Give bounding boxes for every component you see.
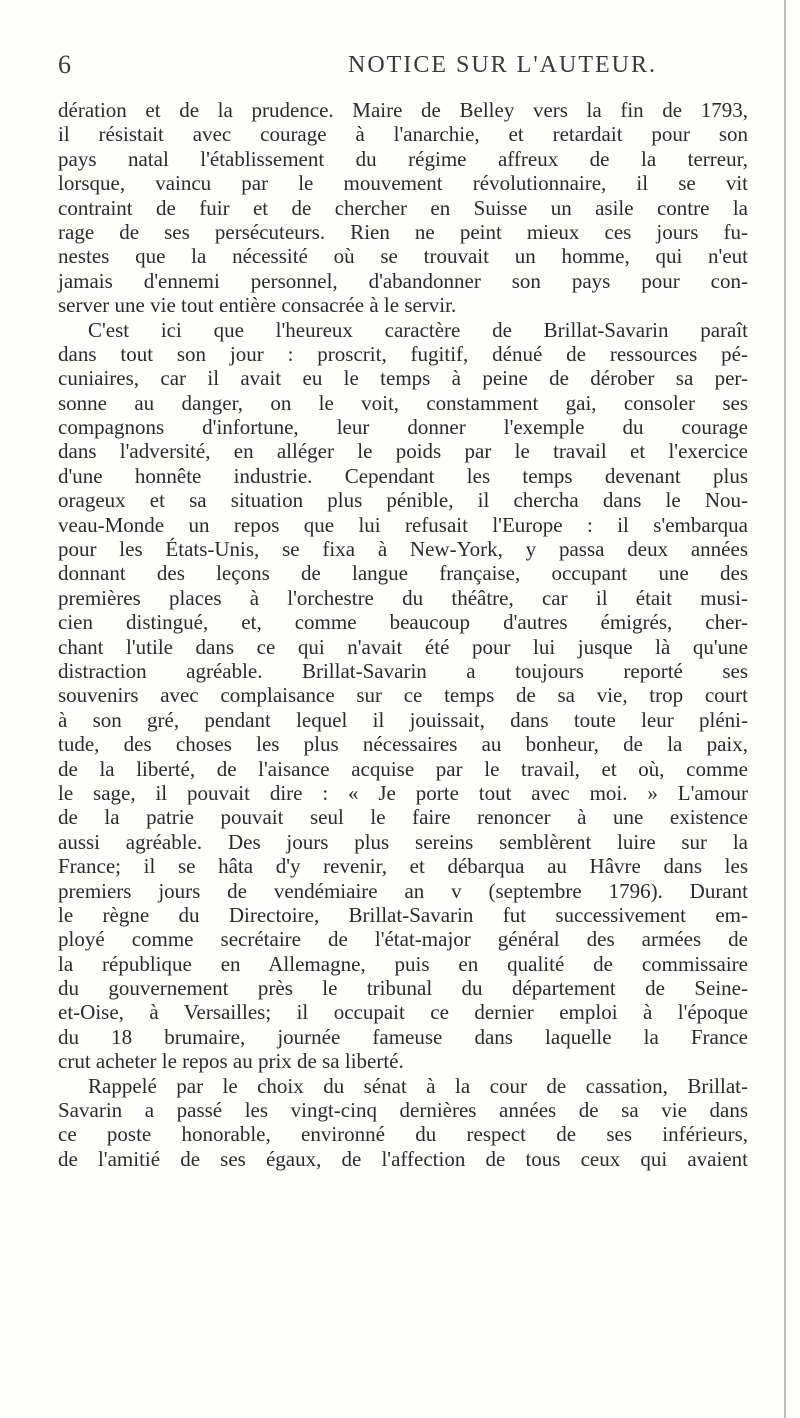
text-line: pays natal l'établissement du régime affreux de la terreur, xyxy=(58,146,748,171)
text-line: tude, des choses les plus nécessaires au bonheur, de la paix, xyxy=(58,732,748,757)
text-line: C'est ici que l'heureux caractère de Brillat-Savarin paraît xyxy=(88,317,748,342)
body-text xyxy=(58,98,748,1171)
text-line: pour les États-Unis, se fixa à New-York, y passa deux années xyxy=(58,537,748,562)
text-line: cien distingué, et, comme beaucoup d'autres émigrés, cher- xyxy=(58,610,748,635)
text-line: crut acheter le repos au prix de sa liberté. xyxy=(58,1049,404,1074)
text-line: à son gré, pendant lequel il jouissait, dans toute leur pléni- xyxy=(58,707,748,732)
text-line: le règne du Directoire, Brillat-Savarin fut successivement em- xyxy=(58,902,748,927)
text-line: et-Oise, à Versailles; il occupait ce dernier emploi à l'époque xyxy=(58,1000,748,1025)
text-line: le sage, il pouvait dire : « Je porte tout avec moi. » L'amour xyxy=(58,780,748,805)
text-line: premières places à l'orchestre du théâtre, car il était musi- xyxy=(58,585,748,610)
text-line: Rappelé par le choix du sénat à la cour de cassation, Brillat- xyxy=(88,1073,748,1098)
text-line: cuniaires, car il avait eu le temps à peine de dérober sa per- xyxy=(58,366,748,391)
page-edge-divider xyxy=(784,0,786,1418)
text-line: France; il se hâta d'y revenir, et débarqua au Hâvre dans les xyxy=(58,854,748,879)
text-line: sonne au danger, on le voit, constamment gai, consoler ses xyxy=(58,390,748,415)
page-number: 6 xyxy=(58,50,72,79)
text-line: chant l'utile dans ce qui n'avait été pour lui jusque là qu'une xyxy=(58,634,748,659)
text-line: lorsque, vaincu par le mouvement révolutionnaire, il se vit xyxy=(58,171,748,196)
running-head: NOTICE SUR L'AUTEUR. xyxy=(348,52,657,78)
text-line: jamais d'ennemi personnel, d'abandonner son pays pour con- xyxy=(58,268,748,293)
text-line: il résistait avec courage à l'anarchie, et retardait pour son xyxy=(58,122,748,147)
text-line: dans l'adversité, en alléger le poids par le travail et l'exercice xyxy=(58,439,748,464)
text-line: de l'amitié de ses égaux, de l'affection de tous ceux qui avaient xyxy=(58,1146,748,1171)
text-line: du gouvernement près le tribunal du département de Seine- xyxy=(58,976,748,1001)
text-line: premiers jours de vendémiaire an v (septembre 1796). Durant xyxy=(58,878,748,903)
text-line: distraction agréable. Brillat-Savarin a toujours reporté ses xyxy=(58,658,748,683)
text-line: dans tout son jour : proscrit, fugitif, dénué de ressources pé- xyxy=(58,341,748,366)
text-line: contraint de fuir et de chercher en Suisse un asile contre la xyxy=(58,195,748,220)
text-line: compagnons d'infortune, leur donner l'exemple du courage xyxy=(58,415,748,440)
text-line: rage de ses persécuteurs. Rien ne peint mieux ces jours fu- xyxy=(58,219,748,244)
text-line: ployé comme secrétaire de l'état-major général des armées de xyxy=(58,927,748,952)
text-line: ce poste honorable, environné du respect de ses inférieurs, xyxy=(58,1122,748,1147)
text-line: orageux et sa situation plus pénible, il chercha dans le Nou- xyxy=(58,488,748,513)
text-line: la république en Allemagne, puis en qualité de commissaire xyxy=(58,951,748,976)
text-line: Savarin a passé les vingt-cinq dernières années de sa vie dans xyxy=(58,1098,748,1123)
text-line: souvenirs avec complaisance sur ce temps de sa vie, trop court xyxy=(58,683,748,708)
text-line: de la patrie pouvait seul le faire renoncer à une existence xyxy=(58,805,748,830)
text-line: d'une honnête industrie. Cependant les temps devenant plus xyxy=(58,463,748,488)
text-line: veau-Monde un repos que lui refusait l'Europe : il s'embarqua xyxy=(58,512,748,537)
text-line: aussi agréable. Des jours plus sereins semblèrent luire sur la xyxy=(58,829,748,854)
page-header xyxy=(58,50,748,90)
text-line: nestes que la nécessité où se trouvait un homme, qui n'eut xyxy=(58,244,748,269)
text-line: dération et de la prudence. Maire de Belley vers la fin de 1793, xyxy=(58,98,748,122)
text-line: server une vie tout entière consacrée à le servir. xyxy=(58,293,457,318)
text-line: du 18 brumaire, journée fameuse dans laquelle la France xyxy=(58,1024,748,1049)
text-line: de la liberté, de l'aisance acquise par le travail, et où, comme xyxy=(58,756,748,781)
text-line: donnant des leçons de langue française, occupant une des xyxy=(58,561,748,586)
